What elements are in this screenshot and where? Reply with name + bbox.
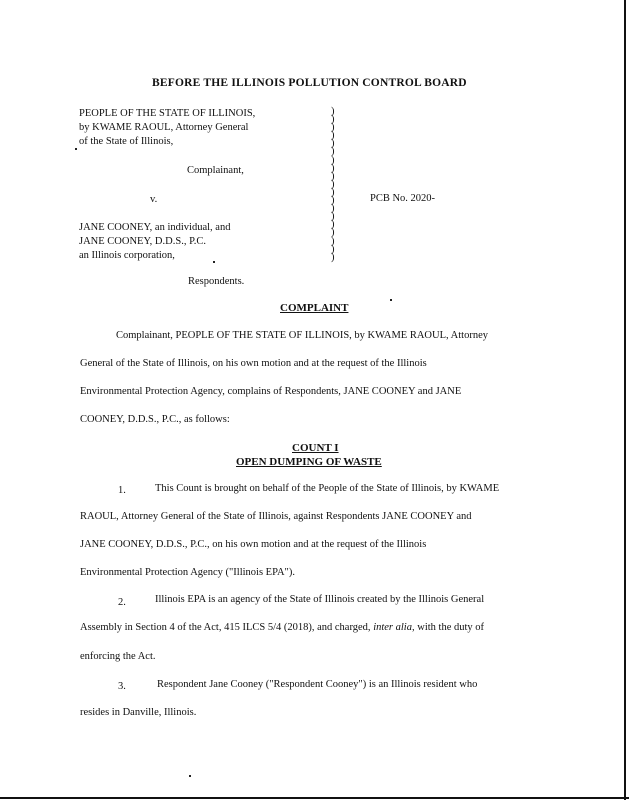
para-2-line-3: enforcing the Act. bbox=[80, 651, 156, 662]
para-1-line-4: Environmental Protection Agency ("Illinois EPA"). bbox=[80, 567, 295, 578]
caption-paren-column: ) ) ) ) ) ) ) ) ) ) ) ) ) ) ) ) ) ) ) bbox=[331, 106, 335, 263]
intro-line-3: Environmental Protection Agency, complains of Respondents, JANE COONEY and JANE bbox=[80, 386, 462, 397]
complainant-line-3: of the State of Illinois, bbox=[79, 136, 174, 147]
intro-line-1: Complainant, PEOPLE OF THE STATE OF ILLINOIS, by KWAME RAOUL, Attorney bbox=[116, 330, 488, 341]
complaint-heading: COMPLAINT bbox=[280, 302, 349, 314]
para-1-line-3: JANE COONEY, D.D.S., P.C., on his own motion and at the request of the Illinois bbox=[80, 539, 427, 550]
scan-edge-bottom bbox=[0, 797, 629, 799]
para-3-line-2: resides in Danville, Illinois. bbox=[80, 707, 197, 718]
case-number: PCB No. 2020- bbox=[370, 193, 436, 204]
complainant-role: Complainant, bbox=[187, 165, 244, 176]
scan-speck bbox=[213, 261, 215, 263]
para-2-inter-alia: inter alia, bbox=[373, 622, 415, 633]
intro-line-2: General of the State of Illinois, on his own motion and at the request of the Illinois bbox=[80, 358, 427, 369]
complainant-line-2: by KWAME RAOUL, Attorney General bbox=[79, 122, 249, 133]
para-2-line-1: Illinois EPA is an agency of the State of Illinois created by the Illinois General bbox=[155, 594, 485, 605]
scan-speck bbox=[390, 299, 392, 301]
respondent-line-2: JANE COONEY, D.D.S., P.C. bbox=[79, 236, 206, 247]
para-1-line-2: RAOUL, Attorney General of the State of Illinois, against Respondents JANE COONEY and bbox=[80, 511, 472, 522]
para-1-line-1: This Count is brought on behalf of the People of the State of Illinois, by KWAME bbox=[155, 483, 500, 494]
board-title: BEFORE THE ILLINOIS POLLUTION CONTROL BOARD bbox=[152, 77, 467, 89]
para-2-line-2-end: with the duty of bbox=[414, 622, 485, 633]
count-number: COUNT I bbox=[292, 442, 339, 454]
scan-speck bbox=[189, 775, 191, 777]
respondent-line-1: JANE COONEY, an individual, and bbox=[79, 222, 231, 233]
para-3-number: 3. bbox=[118, 681, 126, 692]
para-3-line-1: Respondent Jane Cooney ("Respondent Cooney") is an Illinois resident who bbox=[157, 679, 478, 690]
para-2-line-2-text: Assembly in Section 4 of the Act, 415 ILCS 5/4 (2018), and charged, bbox=[80, 622, 374, 633]
respondent-role: Respondents. bbox=[188, 276, 245, 287]
complainant-line-1: PEOPLE OF THE STATE OF ILLINOIS, bbox=[79, 108, 256, 119]
para-2-number: 2. bbox=[118, 597, 126, 608]
intro-line-4: COONEY, D.D.S., P.C., as follows: bbox=[80, 414, 230, 425]
para-1-number: 1. bbox=[118, 485, 126, 496]
para-2-line-2 bbox=[80, 622, 484, 633]
versus: v. bbox=[150, 194, 158, 205]
scan-speck bbox=[75, 148, 77, 150]
respondent-line-3: an Illinois corporation, bbox=[79, 250, 175, 261]
scan-edge-right bbox=[624, 0, 626, 800]
count-title: OPEN DUMPING OF WASTE bbox=[236, 456, 382, 468]
